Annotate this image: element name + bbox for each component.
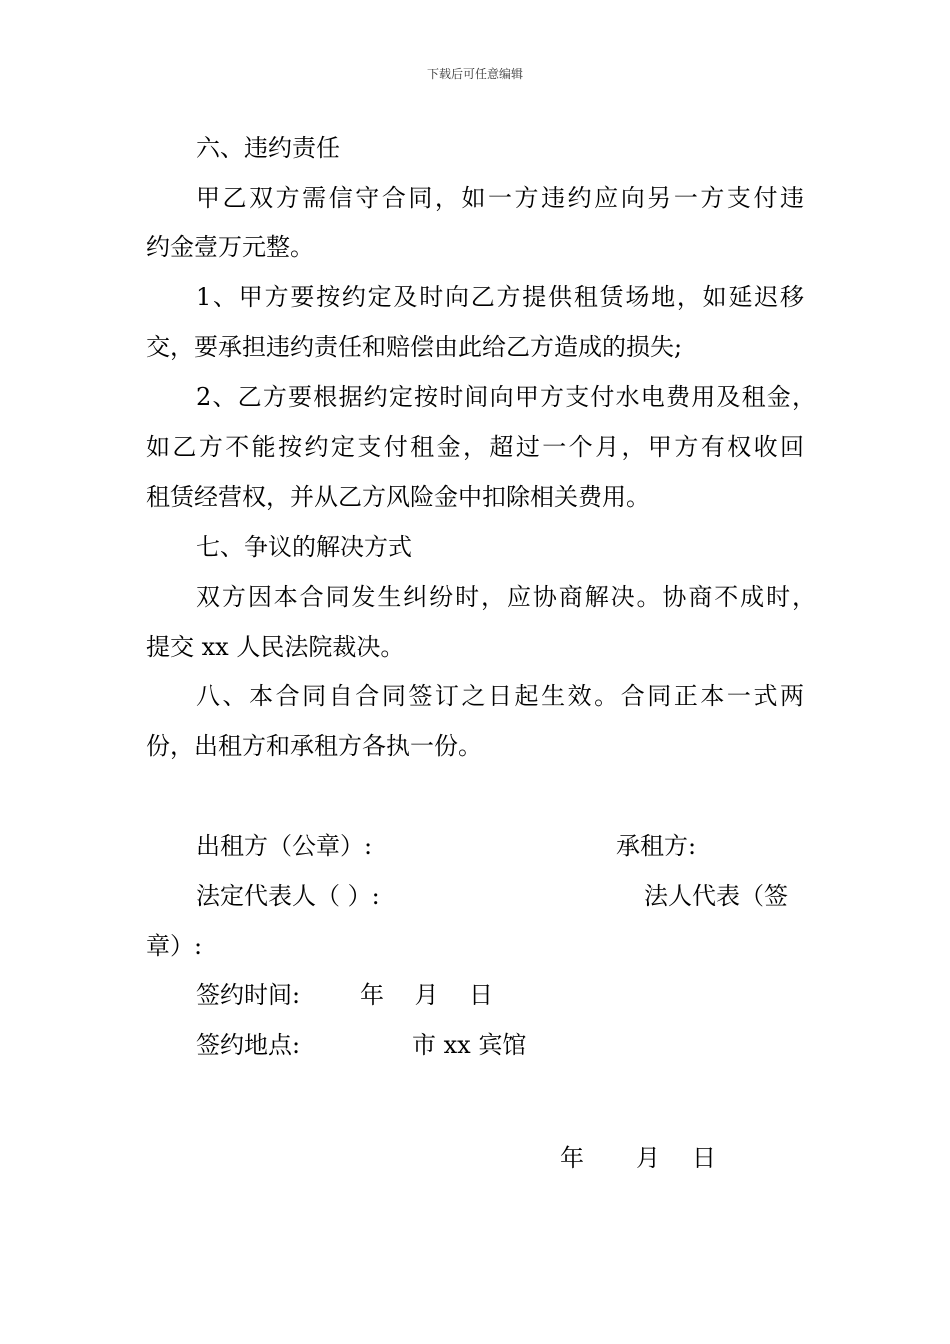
legal-representative-label: 法定代表人（ ）:	[196, 882, 380, 910]
section-8-line-2: 份，出租方和承租方各执一份。	[146, 732, 482, 760]
header-note: 下载后可任意编辑	[426, 67, 523, 81]
section-7-paragraph-line-2: 提交 xx 人民法院裁决。	[146, 633, 405, 661]
legal-person-label-line-2: 章）:	[146, 932, 203, 960]
section-6-item-1-line-2: 交，要承担违约责任和赔偿由此给乙方造成的损失;	[146, 333, 683, 361]
section-6-item-1-line-1: 1、甲方要按约定及时向乙方提供租赁场地，如延迟移	[196, 283, 804, 311]
signing-time-label: 签约时间:	[196, 981, 301, 1009]
section-6-paragraph-line-1: 甲乙双方需信守合同，如一方违约应向另一方支付违	[196, 184, 804, 212]
footer-date-day: 日	[692, 1144, 716, 1172]
signing-place-value: 市 xx 宾馆	[412, 1031, 527, 1059]
section-6-item-2-line-1: 2、乙方要根据约定按时间向甲方支付水电费用及租金，	[196, 383, 816, 411]
footer-date-year: 年	[560, 1144, 584, 1172]
section-6-item-2-line-3: 租赁经营权，并从乙方风险金中扣除相关费用。	[146, 483, 650, 511]
section-8-line-1: 八、本合同自合同签订之日起生效。合同正本一式两	[196, 682, 804, 710]
lessee-label: 承租方:	[616, 832, 697, 860]
legal-person-label-line-1: 法人代表（签	[644, 882, 788, 910]
footer-date-month: 月	[636, 1144, 660, 1172]
lessor-label: 出租方（公章）:	[196, 832, 373, 860]
section-6-paragraph-line-2: 约金壹万元整。	[146, 233, 314, 261]
section-6-title: 六、违约责任	[196, 134, 340, 162]
section-7-title: 七、争议的解决方式	[196, 533, 412, 561]
signing-time-value: 年 月 日	[360, 981, 494, 1009]
section-6-item-2-line-2: 如乙方不能按约定支付租金，超过一个月，甲方有权收回	[146, 433, 804, 461]
section-7-paragraph-line-1: 双方因本合同发生纠纷时，应协商解决。协商不成时，	[196, 583, 816, 611]
signing-place-label: 签约地点:	[196, 1031, 301, 1059]
